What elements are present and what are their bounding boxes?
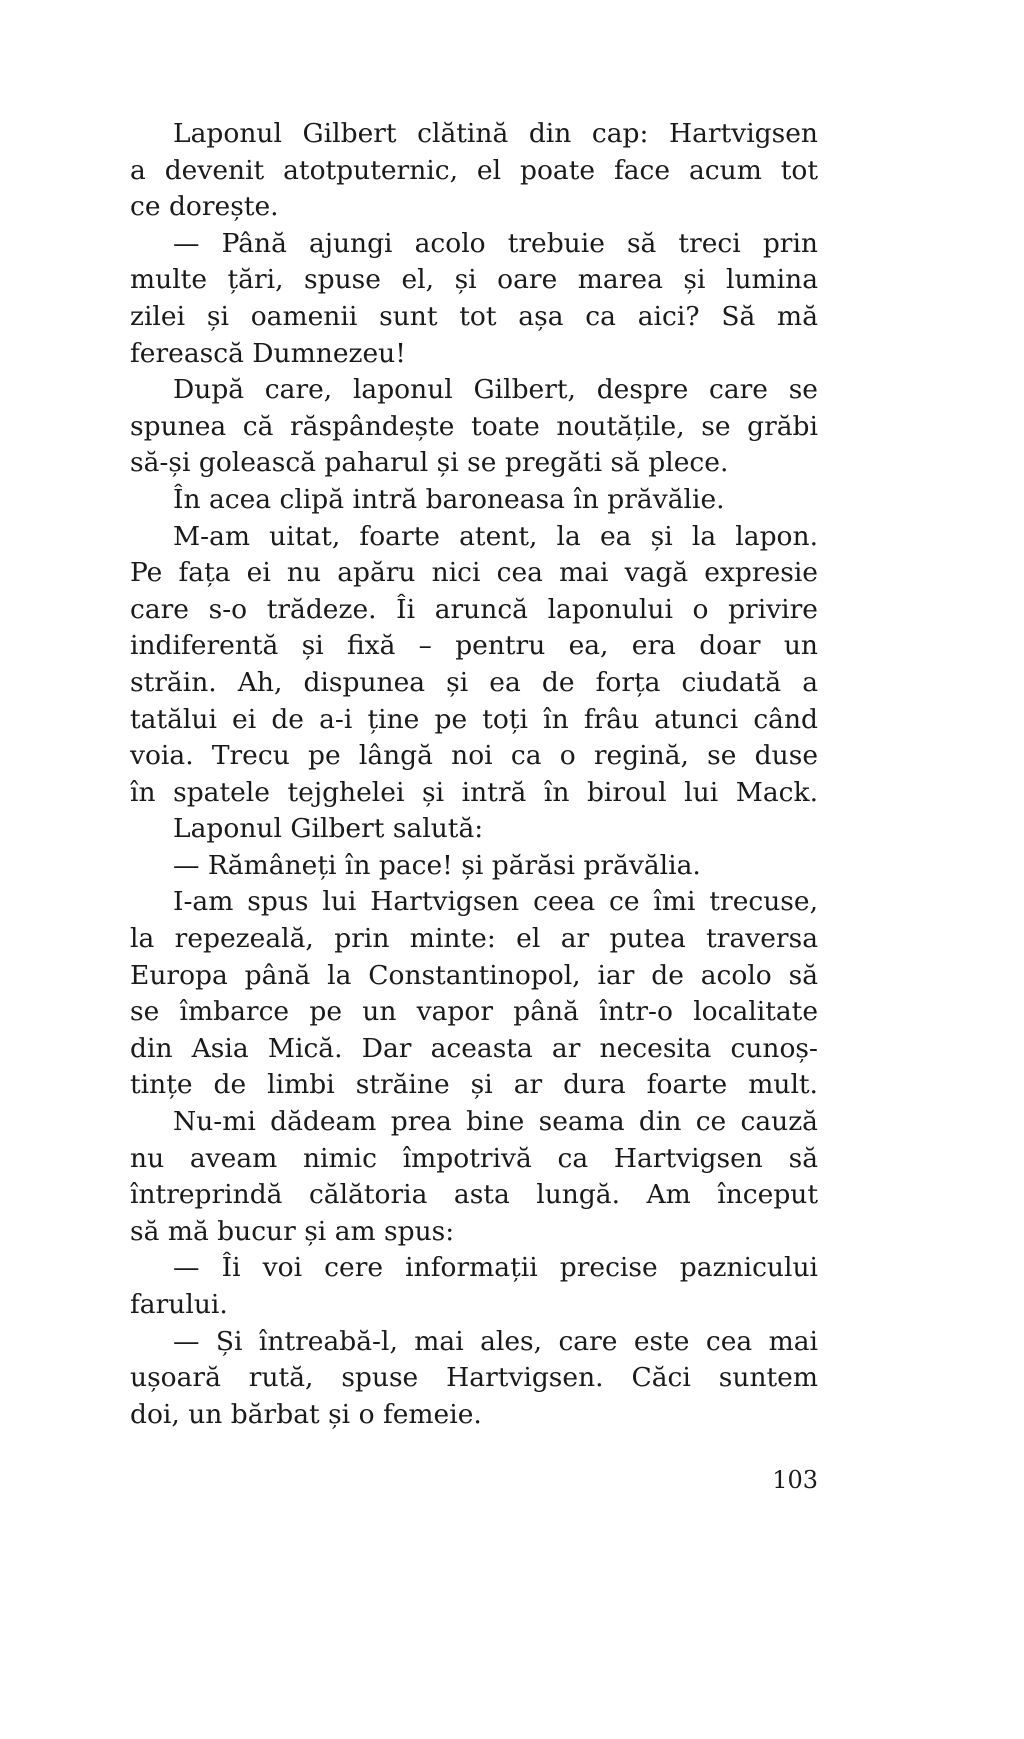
text-line: Laponul Gilbert clătină din cap: Hartvigsen [173, 118, 818, 149]
text-line: tințe de limbi străine și ar dura foarte mult. [130, 1069, 818, 1101]
text-line: Laponul Gilbert salută: [173, 813, 484, 845]
text-line: ferească Dumnezeu! [130, 337, 406, 369]
text-line: se îmbarce pe un vapor până într-o localitate [130, 996, 818, 1028]
text-line: la repezeală, prin minte: el ar putea traversa [130, 923, 818, 955]
page-number: 103 [772, 1466, 818, 1494]
text-line: În acea clipă intră baroneasa în prăvălie. [173, 483, 725, 515]
text-line: I-am spus lui Hartvigsen ceea ce îmi trecuse, [173, 886, 818, 918]
text-line: — Rămâneți în pace! și părăsi prăvălia. [173, 849, 701, 881]
text-line: nu aveam nimic împotrivă ca Hartvigsen să [130, 1142, 818, 1174]
text-line: care s-o trădeze. Îi aruncă laponului o privire [130, 593, 818, 625]
text-line: a devenit atotputernic, el poate face acum tot [130, 154, 818, 186]
text-line: Europa până la Constantinopol, iar de acolo să [130, 959, 818, 991]
text-line: farului. [130, 1289, 228, 1320]
text-line: După care, laponul Gilbert, despre care se [173, 374, 818, 406]
text-line: întreprindă călătoria asta lungă. Am început [130, 1179, 818, 1211]
text-line: să mă bucur și am spus: [130, 1215, 455, 1247]
text-line: voia. Trecu pe lângă noi ca o regină, se duse [130, 740, 818, 772]
text-line: din Asia Mică. Dar aceasta ar necesita cunoș- [130, 1032, 818, 1064]
text-line: zilei și oamenii sunt tot așa ca aici? Să mă [130, 300, 818, 332]
text-line: Nu-mi dădeam prea bine seama din ce cauză [173, 1106, 818, 1138]
text-line: doi, un bărbat și o femeie. [130, 1398, 482, 1430]
text-line: Pe fața ei nu apăru nici cea mai vagă expresie [130, 557, 818, 589]
text-line: tatălui ei de a-i ține pe toți în frâu atunci când [130, 703, 818, 735]
text-line: ușoară rută, spuse Hartvigsen. Căci suntem [130, 1362, 818, 1394]
text-line: să-și golească paharul și se pregăti să plece. [130, 447, 729, 479]
text-line: indiferentă și fixă – pentru ea, era doar un [130, 630, 818, 662]
text-line: M-am uitat, foarte atent, la ea și la lapon. [173, 520, 818, 552]
text-line: în spatele tejghelei și intră în biroul lui Mack. [130, 776, 818, 808]
text-line: — Și întreabă-l, mai ales, care este cea mai [173, 1325, 818, 1357]
text-line: ce dorește. [130, 191, 279, 223]
page-body-text [130, 116, 818, 1433]
text-line: — Îi voi cere informații precise paznicului [173, 1252, 818, 1284]
text-line: străin. Ah, dispunea și ea de forța ciudată a [130, 666, 818, 698]
text-line: multe țări, spuse el, și oare marea și lumina [130, 264, 818, 296]
text-line: — Până ajungi acolo trebuie să treci prin [173, 227, 818, 259]
text-line: spunea că răspândește toate noutățile, se grăbi [130, 410, 818, 442]
